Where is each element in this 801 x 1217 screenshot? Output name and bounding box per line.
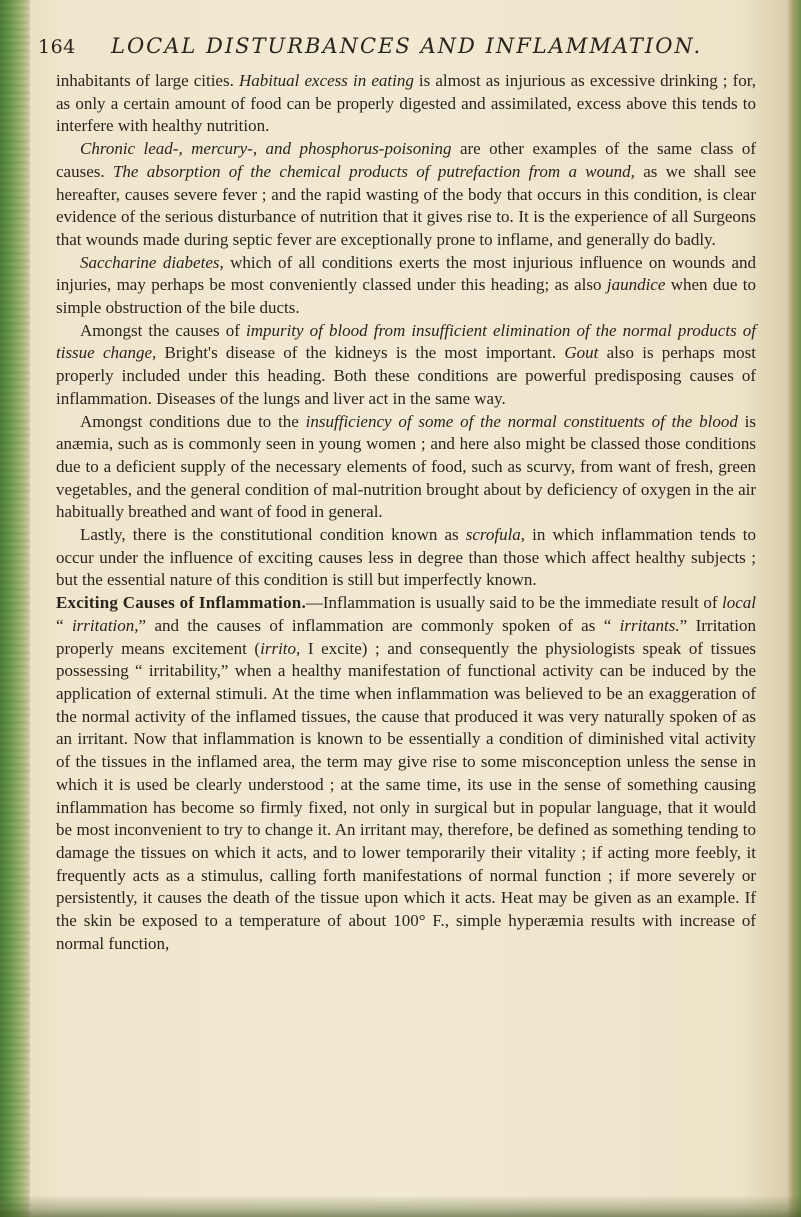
paragraph xyxy=(56,252,756,320)
paragraph xyxy=(56,138,756,252)
text-run: when due to simple obstruction of the bile ducts. xyxy=(56,275,757,318)
text-run: as we shall see hereafter, causes severe fever ; and the rapid wasting of the body that occurs in this condition, is clear evidence of the serious disturbance of nutrition that it gives rise to. It is the experience of all Surgeons that wounds made during septic fever are exceptionally prone to inflame, and generally do badly. xyxy=(56,161,756,249)
running-head: LOCAL DISTURBANCES AND INFLAMMATION. xyxy=(111,34,703,58)
italic-run: irritants. xyxy=(619,615,680,635)
text-run: ” and the causes of inflammation are commonly spoken of as “ xyxy=(138,615,620,635)
italic-run: Habitual excess in eating xyxy=(238,71,414,90)
italic-run: irritation, xyxy=(71,615,139,635)
text-run: —Inflammation is usually said to be the immediate result of xyxy=(305,593,722,613)
paragraph xyxy=(56,411,756,525)
text-run: I excite) ; and consequently the physiologists speak of tissues possessing “ irritability,” when a healthy manifestation of functional activity can be induced by the application of external stimuli. At the time when inflammation was believed to be an exaggeration of the normal activity of the inflamed tissues, the cause that produced it was very naturally spoken of as an irritant. Now that inflammation is known to be essentially a condition of diminished vital activity of the tissues in the inflamed area, the term may give rise to some misconception unless the sense in which it is used be clearly understood ; at the same time, its use in the sense of something causing inflammation has become so firmly fixed, not only in surgical but in popular language, that it would be most inconvenient to try to change it. An irritant may, therefore, be defined as something tending to damage the tissues on which it acts, and to lower temporarily their vitality ; if acting more feebly, it frequently acts as a stimulus, calling forth manifestations of normal function ; if more severely or persistently, it causes the death of the tissue upon which it acts. Heat may be given as an example. If the skin be exposed to a temperature of about 100° F., simple hyperæmia results with increase of normal function, xyxy=(56,638,756,953)
italic-run: local xyxy=(722,593,756,613)
italic-run: irrito, xyxy=(260,638,301,658)
text-run: is almost as injurious as excessive drinking ; for, as only a certain amount of food can be properly digested and assimilated, excess above this tends to interfere with healthy nutrition. xyxy=(56,71,757,136)
text-run: which of all conditions exerts the most injurious influence on wounds and injuries, may perhaps be most conveniently classed under this heading; as also xyxy=(56,252,756,295)
paragraph xyxy=(56,524,756,592)
paragraph xyxy=(56,592,756,955)
page-number: 164 xyxy=(38,36,76,58)
body-text xyxy=(56,70,756,955)
text-run: Amongst the causes of xyxy=(80,320,246,340)
text-run: Bright's disease of the kidneys is the most important. xyxy=(156,343,565,363)
text-run: inhabitants of large cities. xyxy=(56,71,239,90)
italic-run: The absorption of the chemical products of putrefaction from a wound, xyxy=(112,161,635,181)
text-run: are other examples of the same class of causes. xyxy=(56,139,756,181)
text-run: is anæmia, such as is commonly seen in young women ; and here also might be classed those conditions due to a deficient supply of the necessary elements of food, such as scurvy, from want of fresh, green vegetables, and the general condition of mal-nutrition brought about by deficiency of oxygen in the air habitually breathed and want of food in general. xyxy=(56,411,756,522)
paragraph xyxy=(56,320,756,411)
italic-run: scrofula, xyxy=(465,525,526,545)
text-run: in which inflammation tends to occur under the influence of exciting causes less in degree than those which affect healthy subjects ; but the essential nature of this condition is still but imperfectly known. xyxy=(56,525,757,590)
italic-run: impurity of blood from insufficient elimination of the normal products of tissue change, xyxy=(56,320,756,363)
text-run: Amongst conditions due to the xyxy=(80,411,306,431)
text-run: “ xyxy=(56,615,72,635)
italic-run: insufficiency of some of the normal constituents of the blood xyxy=(305,411,738,431)
page-bottom-edge xyxy=(0,1195,801,1217)
book-binding-right-edge xyxy=(787,0,801,1217)
text-run: ” Irritation properly means excitement ( xyxy=(56,615,757,658)
paragraph xyxy=(56,70,756,138)
page-header xyxy=(38,26,758,62)
italic-run: Saccharine diabetes, xyxy=(80,252,224,272)
italic-run: Gout xyxy=(564,343,599,363)
section-heading-run: Exciting Causes of Inflammation. xyxy=(56,593,306,613)
italic-run: Chronic lead-, mercury-, and phosphorus-poisoning xyxy=(80,139,452,159)
book-binding-left-edge xyxy=(0,0,30,1217)
italic-run: jaundice xyxy=(606,275,666,295)
text-run: Lastly, there is the constitutional condition known as xyxy=(80,525,466,545)
text-run: also is perhaps most properly included under this heading. Both these conditions are powerful predisposing causes of inflammation. Diseases of the lungs and liver act in the same way. xyxy=(56,343,756,408)
